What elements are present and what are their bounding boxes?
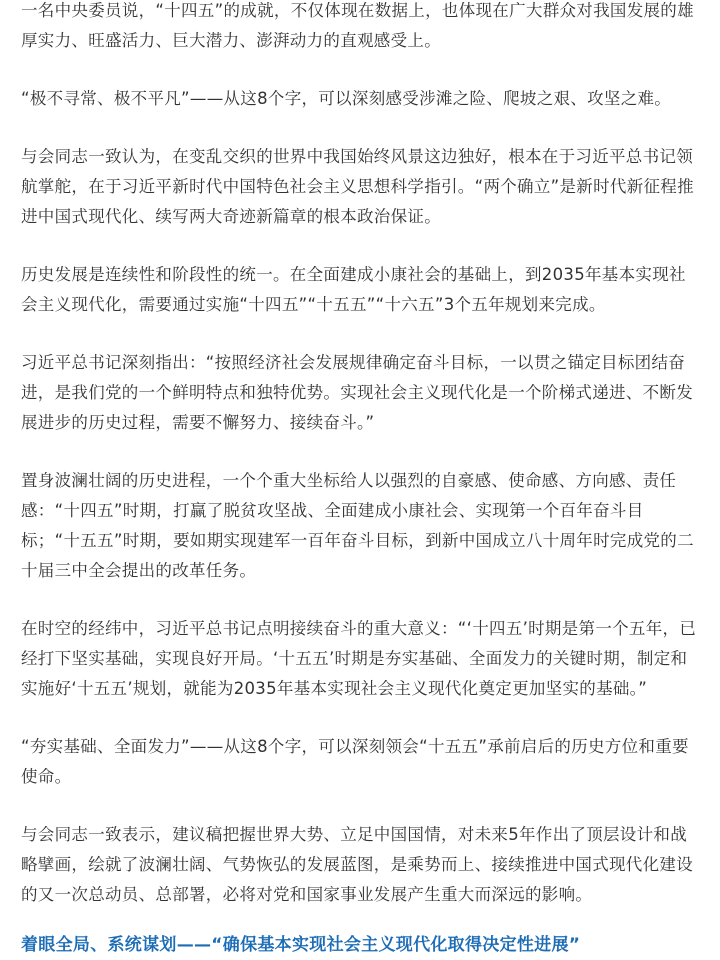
article-paragraph-8: “夯实基础、全面发力”——从这8个字，可以深刻领会“十五五”承前启后的历史方位和重要使命。	[21, 737, 689, 786]
article-paragraph-3: 与会同志一致认为，在变乱交织的世界中我国始终风景这边独好，根本在于习近平总书记领航掌舵，在于习近平新时代中国特色社会主义思想科学指引。“两个确立”是新时代新征程推进中国式现代化、续写两大奇迹新篇章的根本政治保证。	[21, 147, 694, 226]
article-paragraph-9: 与会同志一致表示，建议稿把握世界大势、立足中国国情，对未来5年作出了顶层设计和战略擘画，绘就了波澜壮阔、气势恢弘的发展蓝图，是乘势而上、接续推进中国式现代化建设的又一次总动员、总部署，必将对党和国家事业发展产生重大而深远的影响。	[21, 825, 693, 904]
article-paragraph-4: 历史发展是连续性和阶段性的统一。在全面建成小康社会的基础上，到2035年基本实现社会主义现代化，需要通过实施“十四五”“十五五”“十六五”3个五年规划来完成。	[21, 265, 686, 314]
section-heading: 着眼全局、系统谋划——“确保基本实现社会主义现代化取得决定性进展”	[21, 935, 581, 955]
article-paragraph-6: 置身波澜壮阔的历史进程，一个个重大坐标给人以强烈的自豪感、使命感、方向感、责任感：“十四五”时期，打赢了脱贫攻坚战、全面建成小康社会、实现第一个百年奋斗目标；“十五五”时期，要如期实现建军一百年奋斗目标，到新中国成立八十周年时完成党的二十届三中全会提出的改革任务。	[21, 471, 694, 580]
article-paragraph-7: 在时空的经纬中，习近平总书记点明接续奋斗的重大意义：“‘十四五’时期是第一个五年，已经打下坚实基础，实现良好开局。‘十五五’时期是夯实基础、全面发力的关键时期，制定和实施好‘十五五’规划，就能为2035年基本实现社会主义现代化奠定更加坚实的基础。”	[21, 619, 697, 698]
article-paragraph-2: “极不寻常、极不平凡”——从这8个字，可以深刻感受涉滩之险、爬坡之艰、攻坚之难。	[21, 89, 672, 108]
article-paragraph-1: 一名中央委员说，“十四五”的成就，不仅体现在数据上，也体现在广大群众对我国发展的雄厚实力、旺盛活力、巨大潜力、澎湃动力的直观感受上。	[21, 1, 694, 50]
article-body	[21, 0, 701, 960]
article-paragraph-5: 习近平总书记深刻指出：“按照经济社会发展规律确定奋斗目标，一以贯之锚定目标团结奋进，是我们党的一个鲜明特点和独特优势。实现社会主义现代化是一个阶梯式递进、不断发展进步的历史过程，需要不懈努力、接续奋斗。”	[21, 353, 693, 432]
